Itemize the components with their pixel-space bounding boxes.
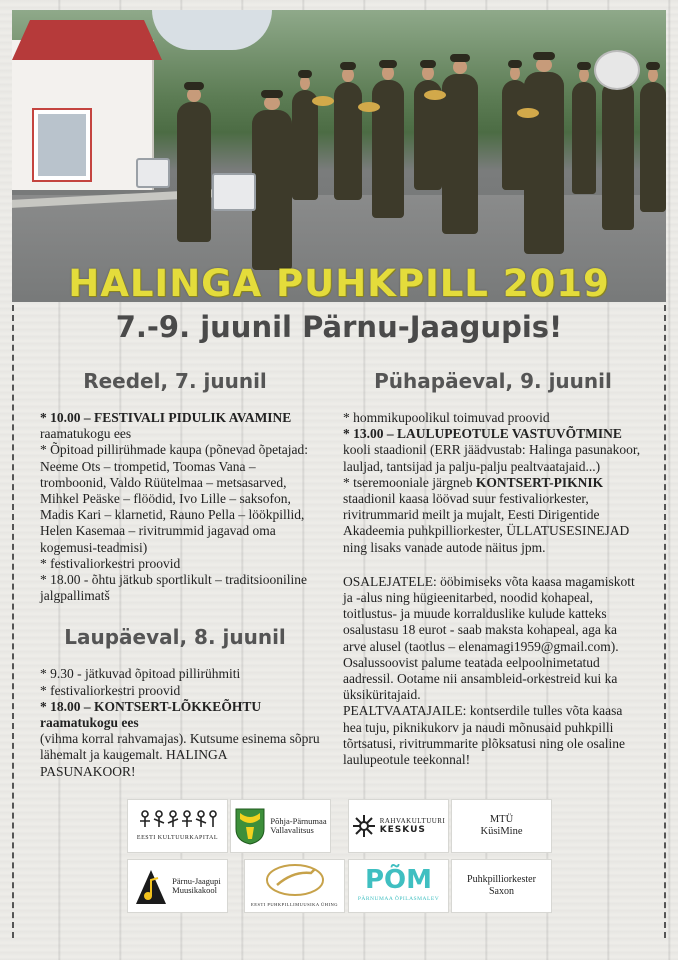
saturday-item: * festivaliorkestri proovid — [40, 682, 181, 698]
trumpet-icon — [312, 96, 334, 106]
logo-saxon: Puhkpilliorkester Saxon — [452, 860, 551, 912]
event-dates: 7.-9. juunil Pärnu-Jaagupis! — [115, 310, 563, 344]
saturday-item: * 18.00 – KONTSERT-LÕKKEÕHTU raamatukogu ees — [40, 698, 262, 731]
left-column — [40, 368, 320, 780]
musician-figure — [524, 72, 564, 254]
horn-emblem-icon — [263, 863, 327, 897]
drum-shape — [136, 158, 170, 188]
saturday-item: (vihma korral rahvamajas). Kutsume esinema sõpru lähemalt ja kaugemalt. HALINGA PASUNAKOOR! — [40, 731, 320, 779]
sunday-item: * hommikupoolikul toimuvad proovid — [343, 410, 550, 425]
sunday-item: * 13.00 – LAULUPEOTULE VASTUVÕTMINE kooli staadionil (ERR jäädvustab: Halinga pasunakoor, lauljad, tantsijad ja palju-palju pealtvaatajaid...) — [343, 426, 641, 474]
dashed-border-left — [12, 305, 14, 938]
sunday-item: * tseremooniale järgneb KONTSERT-PIKNIK staadionil kaasa löövad suur festivaliorkester, rivitrummarid meilt ja mujalt, Eesti Dirigentide Akadeemia puhkpilliorkester, ÜLLATUSESINEJAD ning lisaks vanade autode näitus jpm. — [343, 474, 630, 555]
sousaphone-bell — [594, 50, 640, 90]
coat-of-arms-icon — [234, 807, 266, 845]
friday-item: * festivaliorkestri proovid — [40, 555, 181, 571]
musician-figure — [372, 80, 404, 218]
kulka-figures-icon — [137, 809, 217, 831]
musician-figure — [292, 90, 318, 200]
logo-rahvakultuuri-keskus: RAHVAKULTUURI KESKUS — [349, 800, 448, 852]
spectators-info: PEALTVAATAJAILE: kontserdile tulles võta kaasa hea tuju, piknikukorv ja naudi mõnusaid puhkpilli tõrtsatusi, rivitrummarite plõksatusi ning ole osaline laulupeotule teekonnal! — [343, 703, 625, 768]
friday-item: * Õpitoad pillirühmade kaupa (põnevad õpetajad: Neeme Ots – trompetid, Toomas Vana – tromboonid, Valdo Rüütelmaa – metsasarved, Mihkel Peäske – flöödid, Ivo Lille – saksofon, Madis Kari – klarnetid, Rauno Pella – löökpillid, Helen Kasemaa – rivitrummid jagavad oma kogemusi-teadmisi) — [40, 442, 309, 555]
right-column — [343, 368, 643, 768]
trumpet-icon — [517, 108, 539, 118]
musician-figure — [572, 82, 596, 194]
logo-muusikakool: Pärnu-Jaagupi Muusikakool — [128, 860, 227, 912]
logo-kultuurkapital: EESTI KULTUURKAPITAL — [128, 800, 227, 852]
saturday-item: * 9.30 - jätkuvad õpitoad pillirühmiti — [40, 666, 241, 682]
poster-title: HALINGA PUHKPILL 2019 — [68, 262, 610, 305]
participants-info: OSALEJATELE: ööbimiseks võta kaasa magamiskott ja -alus ning hügieenitarbed, noodid kohapeal, toitlustus- ja muude korralduslike kulude katteks osalustasu 18 eurot - saab maksta kohapeal, aga ka arve alusel (taotlus – elenamagi1959@gmail.com). Osalussoovist palume teatada eelpoolnimetatud aadressil. Ootame nii ansambleid-orkestreid kui ka üksiküritajaid. — [343, 573, 635, 703]
saturday-heading: Laupäeval, 8. juunil — [64, 625, 286, 650]
drummer-figure — [252, 110, 292, 270]
musician-figure — [334, 82, 362, 200]
friday-heading: Reedel, 7. juunil — [83, 369, 267, 393]
dashed-border-right — [664, 305, 666, 938]
drummer-figure — [177, 102, 211, 242]
friday-item: * 10.00 – FESTIVALI PIDULIK AVAMINE raamatukogu ees — [40, 410, 292, 442]
music-school-icon — [134, 866, 168, 906]
musician-figure — [442, 74, 478, 234]
friday-item: * 18.00 - õhtu jätkub sportlikult – traditsiooniline jalgpallimatš — [40, 572, 307, 604]
logo-pohja-parnumaa: Põhja-Pärnumaa Vallavalitsus — [231, 800, 330, 852]
trumpet-icon — [358, 102, 380, 112]
musician-figure — [640, 82, 666, 212]
trumpet-icon — [424, 90, 446, 100]
logo-mtu-kusimine: MTÜ KüsiMine — [452, 800, 551, 852]
logo-puhkpillimuusika-uhing: EESTI PUHKPILLIMUUSIKA ÜHING — [245, 860, 344, 912]
sunday-heading: Pühapäeval, 9. juunil — [374, 369, 612, 393]
logo-pom: PÕM PÄRNUMAA ÕPILASMALEV — [349, 860, 448, 912]
drum-shape — [212, 173, 256, 211]
rahvakultuur-star-icon — [352, 814, 376, 838]
marching-band — [12, 10, 666, 302]
band-photo — [12, 10, 666, 302]
musician-figure — [602, 80, 634, 230]
